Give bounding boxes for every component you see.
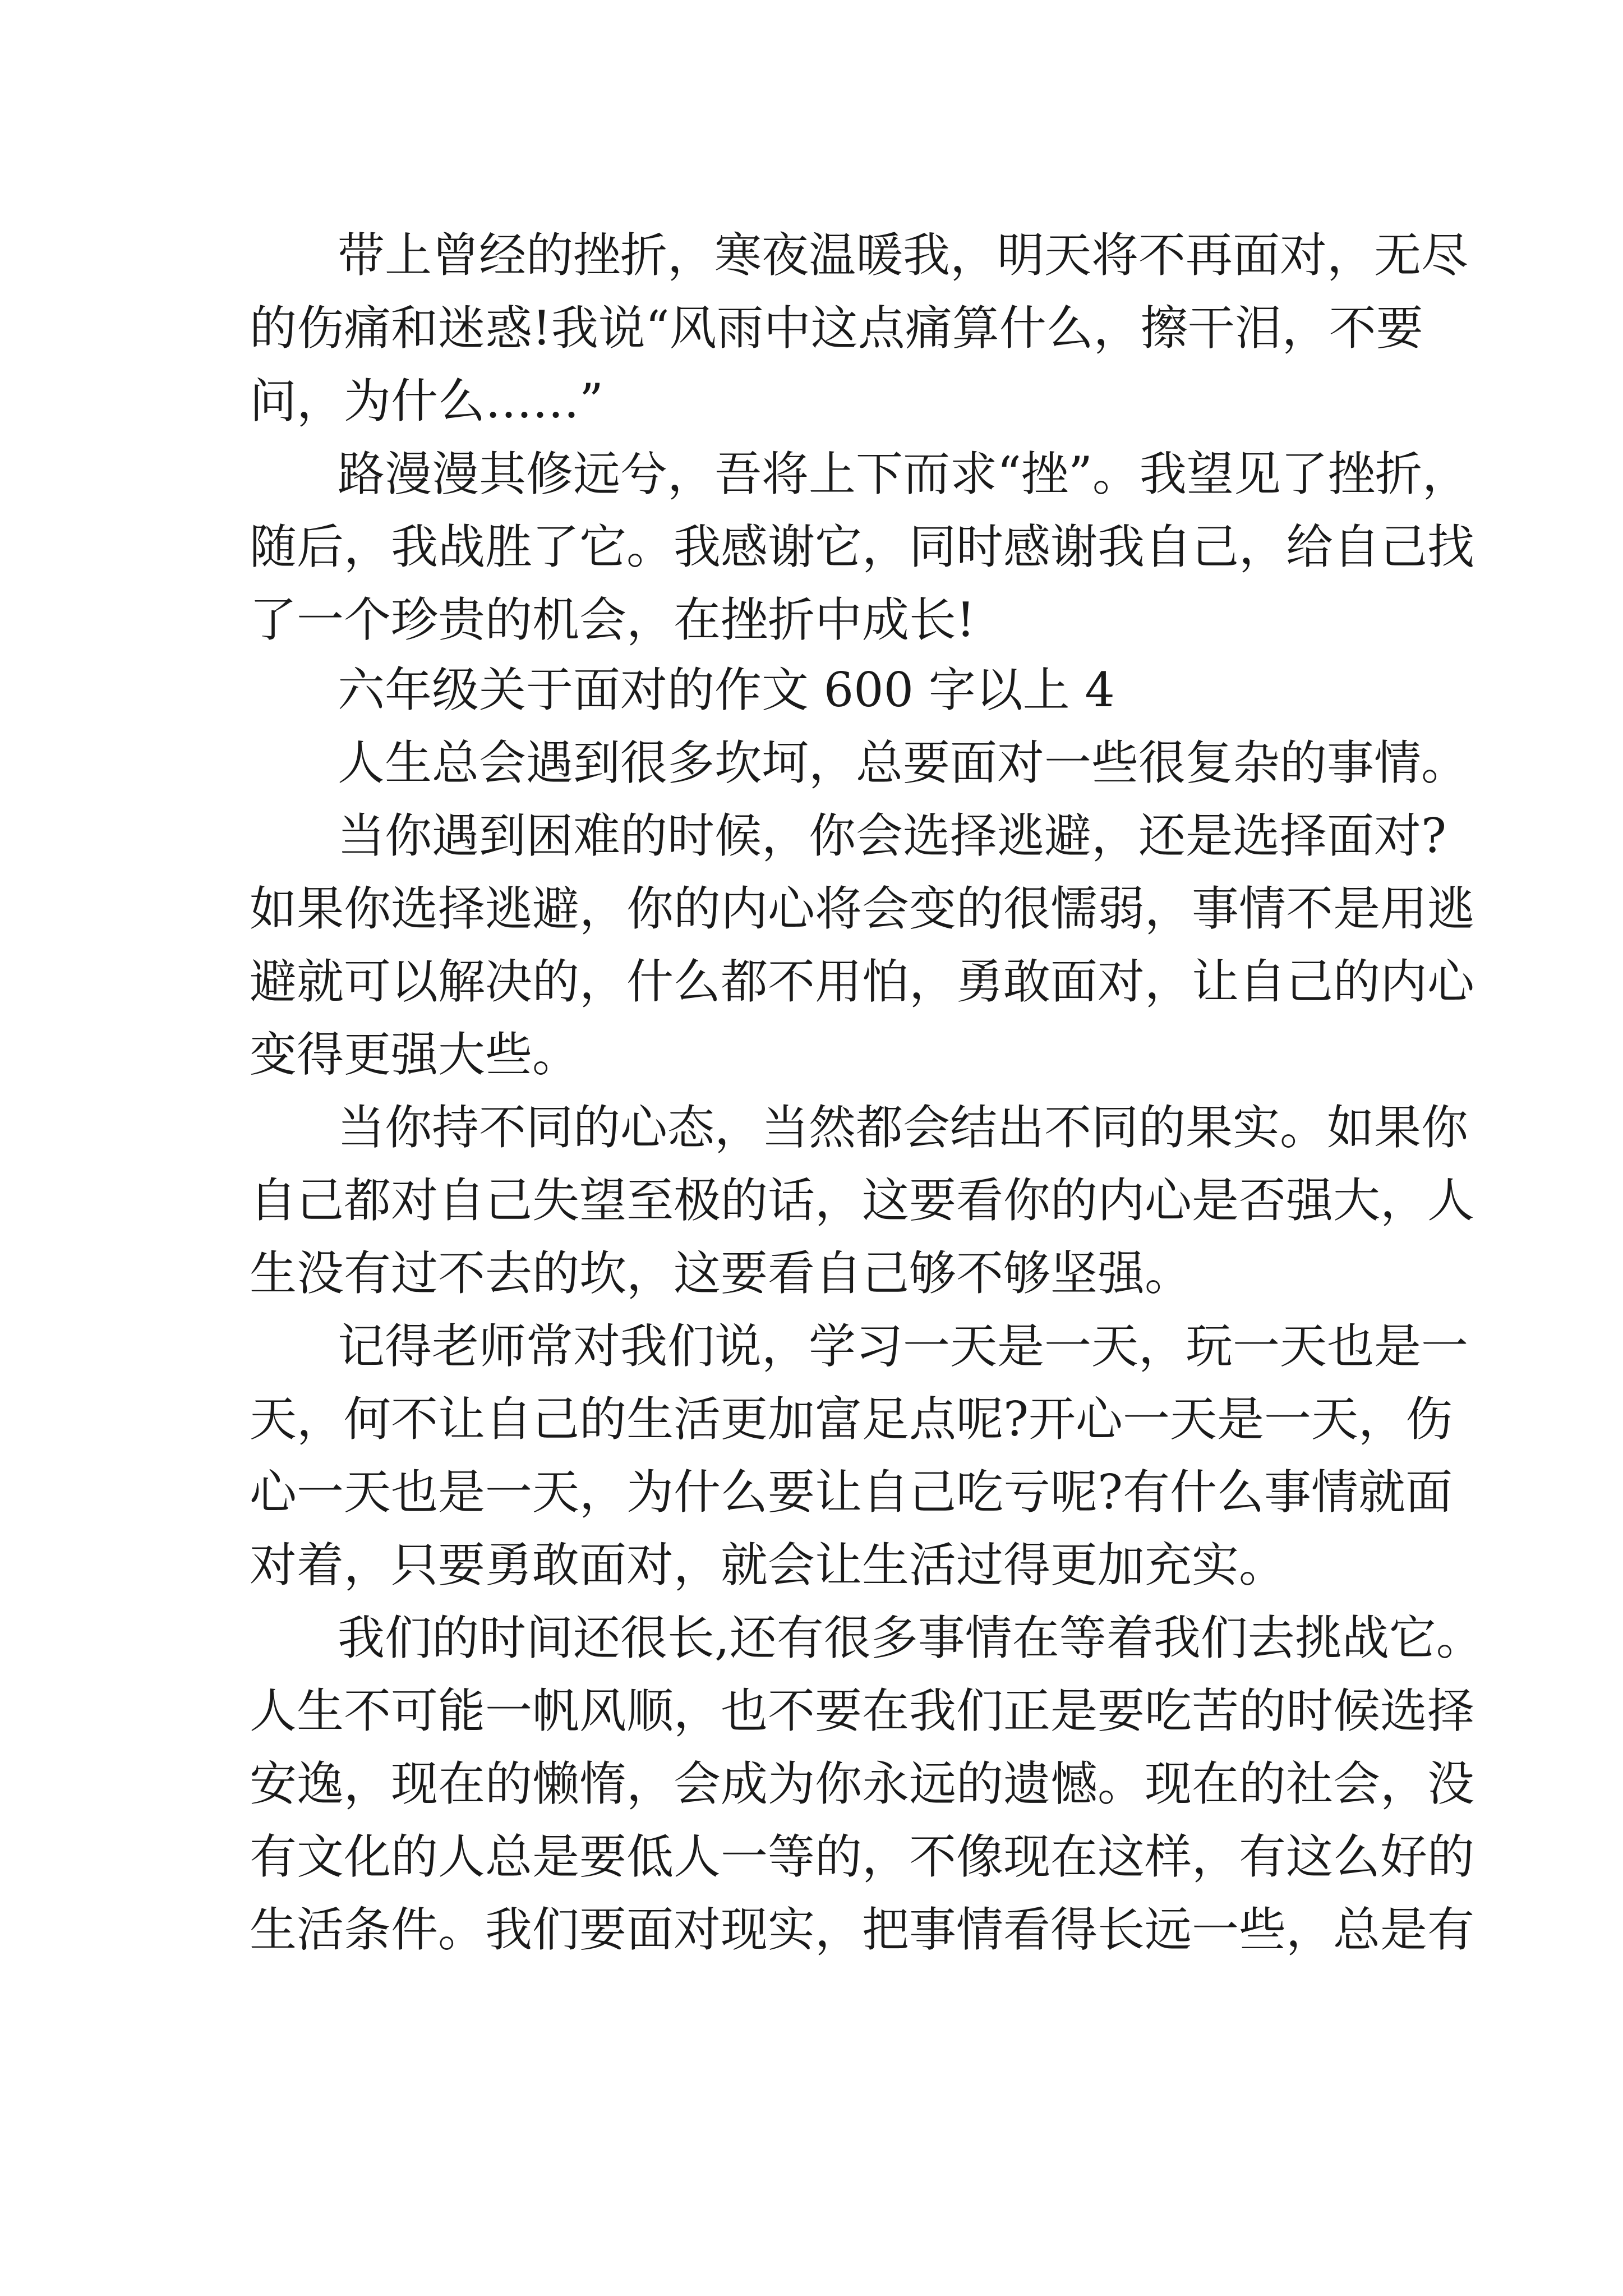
- text-line: 生没有过不去的坎，这要看自己够不够坚强。: [250, 1246, 1192, 1301]
- text-line: 路漫漫其修远兮，吾将上下而求“挫”。我望见了挫折，: [338, 447, 1469, 501]
- section-heading: 六年级关于面对的作文 600 字以上 4: [338, 662, 1115, 717]
- text-line: 带上曾经的挫折，寒夜温暖我，明天将不再面对，无尽: [338, 228, 1469, 283]
- text-line: 变得更强大些。: [250, 1027, 580, 1082]
- text-line: 记得老师常对我们说，学习一天是一天，玩一天也是一: [338, 1319, 1469, 1374]
- text-line: 随后，我战胜了它。我感谢它，同时感谢我自己，给自己找: [250, 519, 1475, 574]
- text-line: 人生不可能一帆风顺，也不要在我们正是要吃苦的时候选择: [250, 1683, 1475, 1738]
- text-line: 我们的时间还很长,还有很多事情在等着我们去挑战它。: [338, 1611, 1483, 1665]
- text-line: 安逸，现在的懒惰，会成为你永远的遗憾。现在的社会，没: [250, 1756, 1475, 1811]
- text-line: 问，为什么……”: [250, 374, 603, 429]
- text-line: 了一个珍贵的机会，在挫折中成长!: [250, 592, 975, 647]
- text-line: 当你持不同的心态，当然都会结出不同的果实。如果你: [338, 1100, 1469, 1155]
- text-line: 当你遇到困难的时候，你会选择逃避，还是选择面对?: [338, 808, 1447, 863]
- text-line: 心一天也是一天，为什么要让自己吃亏呢?有什么事情就面: [250, 1465, 1453, 1520]
- text-line: 的伤痛和迷惑!我说“风雨中这点痛算什么，擦干泪，不要: [250, 301, 1423, 356]
- text-line: 如果你选择逃避，你的内心将会变的很懦弱，事情不是用逃: [250, 881, 1475, 936]
- text-line: 天，何不让自己的生活更加富足点呢?开心一天是一天，伤: [250, 1392, 1453, 1447]
- text-line: 对着，只要勇敢面对，就会让生活过得更加充实。: [250, 1538, 1287, 1593]
- text-line: 有文化的人总是要低人一等的，不像现在这样，有这么好的: [250, 1829, 1475, 1884]
- text-line: 自己都对自己失望至极的话，这要看你的内心是否强大，人: [250, 1173, 1475, 1228]
- text-line: 人生总会遇到很多坎坷，总要面对一些很复杂的事情。: [338, 735, 1469, 790]
- text-line: 避就可以解决的，什么都不用怕，勇敢面对，让自己的内心: [250, 954, 1475, 1009]
- text-line: 生活条件。我们要面对现实，把事情看得长远一些，总是有: [250, 1902, 1475, 1957]
